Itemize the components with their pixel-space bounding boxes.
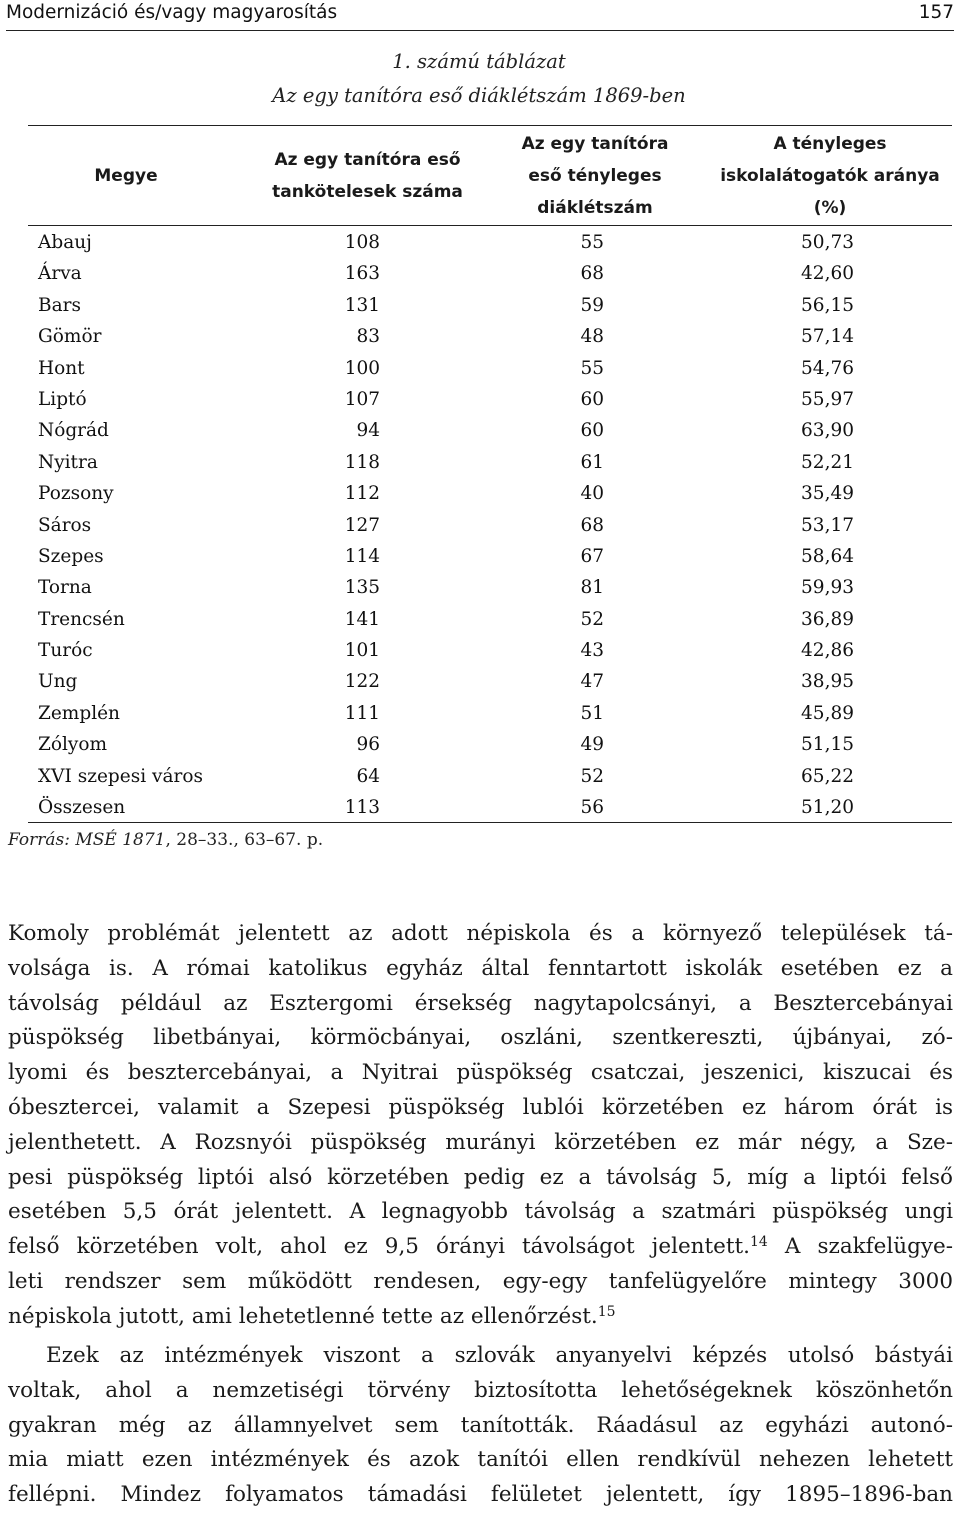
text-line: Komoly problémát jelentett az adott népiskola és a környező települések tá- [8, 921, 953, 946]
table-row [0, 258, 960, 289]
diakletszam-value: 68 [580, 514, 604, 536]
page-number: 157 [918, 2, 954, 23]
line-text: A szakfelügye- [767, 1234, 953, 1260]
table-top-rule [28, 125, 952, 126]
county-name: Zemplén [38, 702, 120, 724]
text-line: jelenthetett. A Rozsnyói püspökség murányi körzetében ez már négy, a Sze- [8, 1129, 953, 1155]
arany-value: 35,49 [801, 483, 854, 505]
tankotelesek-value: 141 [344, 608, 380, 630]
table-row [0, 729, 960, 760]
arany-value: 57,14 [801, 326, 854, 348]
source-pages: , 28–33., 63–67. p. [165, 830, 324, 850]
tankotelesek-value: 163 [344, 263, 380, 285]
line-text: felső körzetében volt, ahol ez 9,5 órányi távolságot jelentett. [8, 1234, 750, 1260]
county-name: Szepes [38, 545, 104, 567]
arany-value: 50,73 [801, 232, 854, 253]
diakletszam-value: 68 [580, 263, 604, 285]
arany-value: 54,76 [801, 357, 854, 379]
table-row [0, 227, 960, 258]
table-row [0, 478, 960, 509]
header-line: Az egy tanítóra [521, 134, 669, 154]
header-line: A tényleges [773, 134, 887, 154]
arany-value: 38,95 [801, 671, 854, 693]
county-name: Turóc [38, 640, 93, 662]
table-row [0, 415, 960, 446]
text-line: pesi püspökség liptói alsó körzetében pedig ez a távolság 5, míg a liptói felső [8, 1164, 953, 1190]
diakletszam-value: 55 [580, 232, 604, 253]
table-row [0, 604, 960, 635]
footnote-ref-15[interactable]: 15 [597, 1303, 616, 1320]
county-name: Gömör [38, 326, 102, 348]
county-name: Sáros [38, 514, 92, 536]
tankotelesek-value: 101 [344, 640, 380, 662]
diakletszam-value: 61 [580, 451, 604, 473]
table-row [0, 447, 960, 478]
header-line: (%) [813, 198, 847, 218]
tankotelesek-value: 108 [344, 232, 380, 253]
table-header-megye: Megye [94, 166, 158, 186]
county-name: Bars [38, 294, 81, 316]
text-line: leti rendszer sem működött rendesen, egy-egy tanfelügyelőre mintegy 3000 [8, 1268, 953, 1294]
table-caption-number: 1. számú táblázat [392, 50, 566, 73]
diakletszam-value: 81 [580, 577, 604, 599]
diakletszam-value: 51 [580, 702, 604, 724]
table-row [0, 321, 960, 352]
diakletszam-value: 59 [580, 294, 604, 316]
tankotelesek-value: 83 [356, 326, 380, 348]
county-name: Trencsén [38, 608, 125, 630]
text-line: gyakran még az államnyelvet sem tanították. Ráadásul az egyházi autonó- [8, 1412, 953, 1438]
diakletszam-value: 55 [580, 357, 604, 379]
table-header-arany [705, 128, 955, 224]
text-line-with-footnote [8, 1300, 953, 1335]
tankotelesek-value: 127 [344, 514, 380, 536]
text-line: távolság például az Esztergomi érsekség nagytapolcsányi, a Besztercebányai [8, 990, 953, 1016]
text-line: Ezek az intézmények viszont a szlovák anyanyelvi képzés utolsó bástyái [46, 1343, 953, 1368]
diakletszam-value: 48 [580, 326, 604, 348]
arany-value: 63,90 [801, 420, 854, 442]
tankotelesek-value: 96 [356, 734, 380, 756]
table-row [0, 541, 960, 572]
running-head [6, 0, 954, 31]
table-row [0, 761, 960, 792]
county-name: Nyitra [38, 451, 98, 473]
tankotelesek-value: 135 [344, 577, 380, 599]
line-text: népiskola jutott, ami lehetetlenné tette az ellenőrzést. [8, 1303, 598, 1329]
tankotelesek-value: 94 [356, 420, 380, 442]
header-line: iskolalátogatók aránya [720, 166, 940, 186]
text-line: volsága is. A római katolikus egyház által fenntartott iskolák esetében ez a [8, 955, 953, 981]
diakletszam-value: 67 [580, 545, 604, 567]
body-paragraph [8, 917, 953, 1335]
tankotelesek-value: 64 [356, 765, 380, 787]
table-header-rule [28, 225, 952, 226]
table-body [0, 227, 960, 823]
arany-value: 58,64 [801, 545, 854, 567]
county-name: XVI szepesi város [38, 765, 203, 787]
text-line: esetében 5,5 órát jelentett. A legnagyobb távolság a szatmári püspökség ungi [8, 1199, 953, 1225]
table-row [0, 572, 960, 603]
county-name: Abauj [38, 232, 92, 253]
diakletszam-value: 60 [580, 420, 604, 442]
diakletszam-value: 47 [580, 671, 604, 693]
diakletszam-value: 56 [580, 797, 604, 819]
county-name: Pozsony [38, 483, 114, 505]
arany-value: 56,15 [801, 294, 854, 316]
text-line: püspökség libetbányai, körmöcbányai, oszláni, szentkereszti, újbányai, zó- [8, 1025, 953, 1051]
tankotelesek-value: 114 [344, 545, 380, 567]
diakletszam-value: 43 [580, 640, 604, 662]
body-paragraph [8, 1339, 953, 1513]
header-line: eső tényleges [528, 166, 662, 186]
arany-value: 59,93 [801, 577, 854, 599]
county-name: Torna [38, 577, 92, 599]
arany-value: 65,22 [801, 765, 854, 787]
county-name: Zólyom [38, 734, 108, 756]
tankotelesek-value: 107 [344, 388, 380, 410]
table-header-tankotelesek [245, 144, 490, 208]
diakletszam-value: 40 [580, 483, 604, 505]
table-caption-title: Az egy tanítóra eső diáklétszám 1869-ben [272, 84, 686, 107]
header-line: Az egy tanítóra eső [274, 150, 461, 170]
arany-value: 45,89 [801, 702, 854, 724]
diakletszam-value: 49 [580, 734, 604, 756]
county-name: Liptó [38, 388, 87, 410]
arany-value: 51,15 [801, 734, 854, 756]
arany-value: 55,97 [801, 388, 854, 410]
table-row [0, 635, 960, 666]
arany-value: 42,86 [801, 640, 854, 662]
county-name: Ung [38, 671, 78, 693]
table-source [8, 830, 323, 850]
header-line: diáklétszám [537, 198, 653, 218]
footnote-ref-14[interactable]: 14 [750, 1234, 768, 1251]
header-line: tankötelesek száma [272, 182, 463, 202]
arany-value: 42,60 [801, 263, 854, 285]
table-row [0, 792, 960, 823]
table-row [0, 666, 960, 697]
table-row [0, 384, 960, 415]
county-name: Nógrád [38, 420, 109, 442]
county-name: Árva [38, 263, 82, 285]
county-name: Összesen [38, 797, 126, 819]
text-line: lyomi és besztercebányai, a Nyitrai püspökség csatczai, jeszenici, kiszucai és [8, 1060, 953, 1086]
table-row [0, 698, 960, 729]
arany-value: 36,89 [801, 608, 854, 630]
text-line: óbesztercei, valamit a Szepesi püspökség lublói körzetében ez három órát is [8, 1094, 953, 1120]
text-line: mia miatt ezen intézmények és azok tanítói ellen rendkívül nehezen lehetett [8, 1447, 953, 1473]
table-header-diakletszam [495, 128, 695, 224]
table-bottom-rule [28, 822, 952, 823]
table-row [0, 290, 960, 321]
running-head-title: Modernizáció és/vagy magyarosítás [6, 2, 338, 23]
arany-value: 51,20 [801, 797, 854, 819]
text-line-with-footnote [8, 1230, 953, 1265]
tankotelesek-value: 122 [344, 671, 380, 693]
tankotelesek-value: 113 [344, 797, 380, 819]
county-name: Hont [38, 357, 85, 379]
text-line: fellépni. Mindez folyamatos támadási felületet jelentett, így 1895–1896-ban [8, 1482, 953, 1508]
diakletszam-value: 52 [580, 608, 604, 630]
arany-value: 53,17 [801, 514, 854, 536]
text-line: voltak, ahol a nemzetiségi törvény biztosította lehetőségeknek köszönhetőn [8, 1377, 953, 1403]
tankotelesek-value: 118 [344, 451, 380, 473]
diakletszam-value: 52 [580, 765, 604, 787]
table-row [0, 510, 960, 541]
source-label: Forrás: MSÉ 1871 [8, 830, 166, 850]
diakletszam-value: 60 [580, 388, 604, 410]
table-row [0, 353, 960, 384]
tankotelesek-value: 100 [344, 357, 380, 379]
tankotelesek-value: 112 [344, 483, 380, 505]
tankotelesek-value: 111 [344, 702, 380, 724]
arany-value: 52,21 [801, 451, 854, 473]
tankotelesek-value: 131 [344, 294, 380, 316]
